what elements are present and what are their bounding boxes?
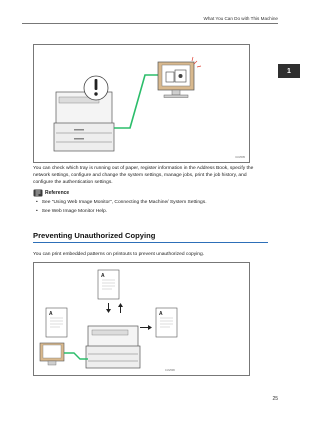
arrow-down-icon: [106, 303, 111, 313]
bullet-marker: •: [36, 200, 38, 205]
header-rule: [22, 23, 278, 24]
reference-heading: [33, 189, 69, 197]
document-letter: A: [49, 311, 53, 317]
printer-icon: [54, 92, 114, 151]
reference-label: Reference: [45, 190, 70, 196]
body-paragraph: You can check which tray is running out of paper, register information in the Address Book, specify the network settings, configure and change the system settings, manage jobs, print the job history, and configure the authentication settings.: [33, 166, 254, 185]
page-header-title: What You Can Do with This Machine: [203, 16, 278, 21]
web-image-monitor-illustration: [34, 45, 249, 162]
reference-icon: [33, 189, 43, 197]
arrow-up-icon: [118, 303, 123, 313]
chapter-number: 1: [287, 67, 291, 75]
document-letter: A: [101, 273, 105, 279]
reference-item: [36, 200, 207, 205]
warning-icon: [84, 76, 108, 100]
computer-icon: [40, 343, 64, 365]
reference-item-text: See "Using Web Image Monitor", Connecting the Machine/ System Settings.: [41, 200, 207, 205]
page-number: 25: [272, 396, 278, 402]
network-line: [64, 353, 88, 359]
figure-web-image-monitor: [33, 44, 250, 163]
printer-icon: [86, 326, 140, 368]
figure-code: CUV006: [165, 369, 175, 372]
network-line: [114, 75, 159, 128]
unauthorized-copy-illustration: [34, 263, 249, 375]
figure-code: CUV005: [235, 156, 245, 159]
computer-monitor-icon: [158, 57, 201, 98]
section-heading: Preventing Unauthorized Copying: [33, 231, 268, 243]
arrow-right-icon: [140, 325, 152, 330]
chapter-tab: [278, 64, 300, 78]
section-paragraph: You can print embedded patterns on printouts to prevent unauthorized copying.: [33, 252, 205, 257]
reference-item: [36, 209, 107, 214]
figure-unauthorized-copy: [33, 262, 250, 376]
bullet-marker: •: [36, 209, 38, 214]
reference-item-text: See Web Image Monitor Help.: [41, 209, 108, 214]
document-letter: A: [159, 311, 163, 317]
